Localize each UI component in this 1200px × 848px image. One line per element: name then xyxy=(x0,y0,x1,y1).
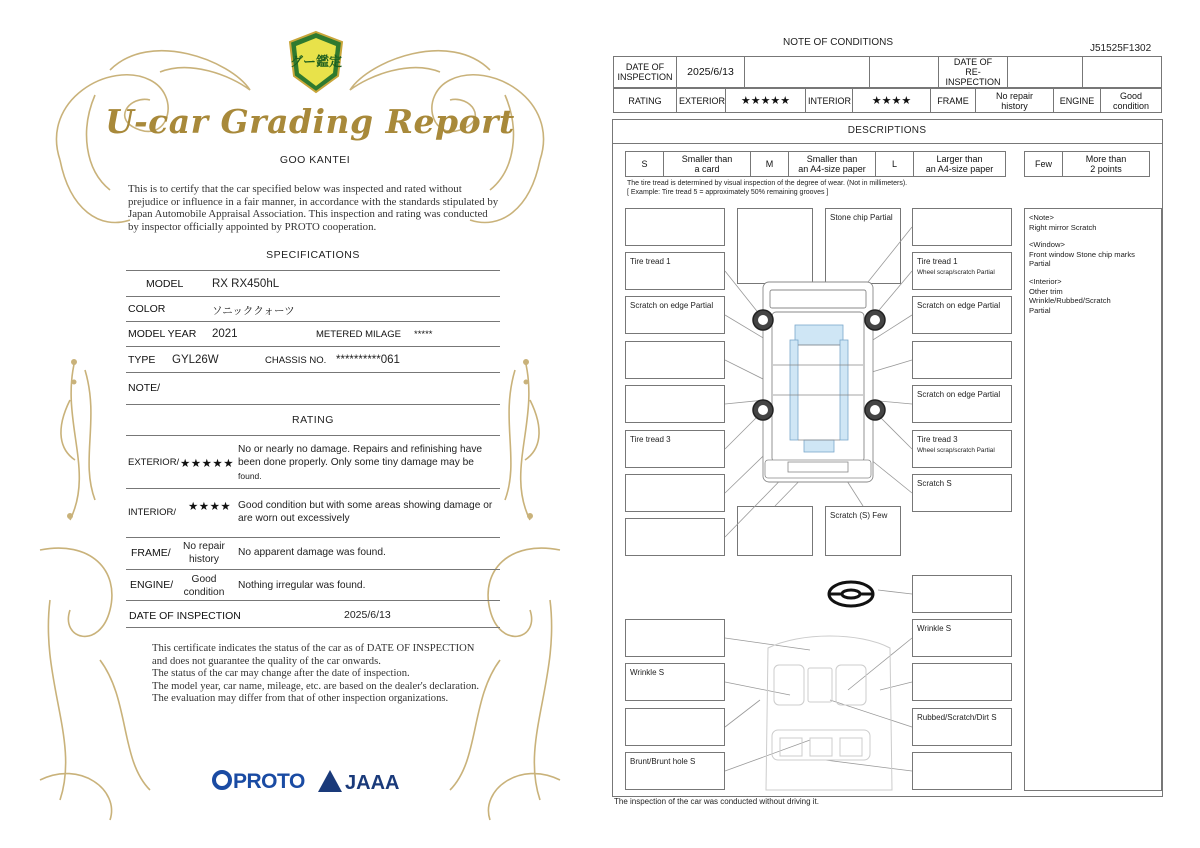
condition-box xyxy=(912,752,1012,790)
proto-q-icon xyxy=(212,770,232,790)
sheet-footer-note: The inspection of the car was conducted without driving it. xyxy=(614,797,819,806)
condition-box xyxy=(625,208,725,246)
condition-box xyxy=(625,708,725,746)
document-id: J51525F1302 xyxy=(1090,43,1152,54)
condition-box xyxy=(737,506,813,556)
divider xyxy=(126,627,500,628)
notes-panel: <Note> Right mirror Scratch <Window> Front window Stone chip marks Partial <Interior> Other trim Wrinkle/Rubbed/Scratch Partial xyxy=(1024,208,1162,791)
divider xyxy=(126,404,500,405)
frame-description: No apparent damage was found. xyxy=(238,547,386,558)
type-label: TYPE xyxy=(128,354,156,366)
note-label: NOTE/ xyxy=(128,382,161,394)
frame-label: FRAME/ xyxy=(131,547,171,559)
condition-box: Tire tread 1 Wheel scrap/scratch Partial xyxy=(912,252,1012,290)
chassis-label: CHASSIS NO. xyxy=(265,355,327,366)
date-of-inspection-value: 2025/6/13 xyxy=(677,57,745,88)
legend-l: L xyxy=(876,152,914,177)
rating-heading: RATING xyxy=(292,414,334,426)
reinspection-label: DATE OF RE-INSPECTION xyxy=(939,57,1008,88)
svg-text:グー鑑定: グー鑑定 xyxy=(289,55,343,70)
divider xyxy=(126,569,500,570)
divider xyxy=(126,600,500,601)
divider xyxy=(126,488,500,489)
condition-box: Scratch S xyxy=(912,474,1012,512)
interior-stars: ★★★★ xyxy=(853,89,931,113)
divider xyxy=(126,537,500,538)
engine-value: Good condition xyxy=(183,574,225,598)
reinspection-value xyxy=(1008,57,1083,88)
report-title: U-car Grading Report xyxy=(105,102,515,141)
certification-statement: This is to certify that the car specified below was inspected and rated without prejudice or influence in a fair manner, in accordance with the standards stipulated by Japan Automobile Appraisal Association. This inspection and rating was conducted by inspector officially appointed by PROTO cooperation. xyxy=(128,183,499,233)
sheet-title: NOTE OF CONDITIONS xyxy=(783,37,893,48)
jaaa-mark-icon xyxy=(318,770,342,792)
interior-label: INTERIOR/ xyxy=(128,507,177,518)
color-value: ソニッククォーツ xyxy=(212,305,295,317)
condition-box: Tire tread 3 xyxy=(625,430,725,468)
engine-label: ENGINE/ xyxy=(130,579,174,591)
condition-box xyxy=(625,341,725,379)
condition-box xyxy=(625,385,725,423)
divider xyxy=(126,435,500,436)
type-value: GYL26W xyxy=(172,354,219,366)
interior-description: Good condition but with some areas showing damage or are worn out excessively xyxy=(238,500,493,524)
condition-box: Scratch on edge Partial xyxy=(912,385,1012,423)
quantity-legend-table xyxy=(1024,151,1150,177)
model-value: RX RX450hL xyxy=(212,278,280,290)
jaaa-logo: JAAA xyxy=(318,770,399,795)
metered-milage-value: ***** xyxy=(414,329,433,340)
report-subtitle: GOO KANTEI xyxy=(279,154,351,166)
divider xyxy=(126,270,500,271)
model-year-label: MODEL YEAR xyxy=(128,328,197,340)
size-legend-table xyxy=(625,151,1006,177)
metered-milage-label: METERED MILAGE xyxy=(316,329,401,340)
date-of-inspection-value: 2025/6/13 xyxy=(344,609,391,621)
engine-value: Good condition xyxy=(1101,89,1162,113)
condition-box xyxy=(912,208,1012,246)
divider xyxy=(126,321,500,322)
condition-box xyxy=(625,518,725,556)
proto-logo: PROTO xyxy=(212,770,305,794)
date-of-inspection-label: DATE OF INSPECTION xyxy=(129,610,241,622)
exterior-description-end: found. xyxy=(238,471,262,481)
condition-box xyxy=(737,208,813,284)
specifications-heading: SPECIFICATIONS xyxy=(266,249,360,261)
condition-box: Scratch (S) Few xyxy=(825,506,901,556)
empty-cell xyxy=(745,57,870,88)
certificate-disclaimer: This certificate indicates the status of the car as of DATE OF INSPECTION and does not guarantee the quality of the car onwards. The status of the car may change after the date of inspection. The model year, car name, mileage, etc. are based on the dealer's declaration. The evaluation may differ from that of other inspection organizations. xyxy=(152,643,480,704)
condition-box: Scratch on edge Partial xyxy=(625,296,725,334)
condition-box xyxy=(625,619,725,657)
divider xyxy=(126,296,500,297)
condition-box xyxy=(625,474,725,512)
exterior-description: No or nearly no damage. Repairs and refinishing have been done properly. Only some tiny damage may be xyxy=(238,444,483,468)
interior-label: INTERIOR xyxy=(806,89,853,113)
condition-box: Tire tread 1 xyxy=(625,252,725,290)
frame-value: No repair history xyxy=(183,541,225,565)
color-label: COLOR xyxy=(128,303,166,315)
legend-more: More than 2 points xyxy=(1063,152,1150,177)
condition-box: Stone chip Partial xyxy=(825,208,901,284)
condition-box: Wrinkle S xyxy=(912,619,1012,657)
condition-box xyxy=(912,575,1012,613)
note-of-conditions-sheet xyxy=(600,0,1200,848)
rating-table xyxy=(613,88,1162,113)
engine-label: ENGINE xyxy=(1054,89,1101,113)
exterior-stars: ★★★★★ xyxy=(726,89,806,113)
condition-box: Scratch on edge Partial xyxy=(912,296,1012,334)
inspection-date-table xyxy=(613,56,1162,88)
engine-description: Nothing irregular was found. xyxy=(238,580,366,591)
descriptions-heading: DESCRIPTIONS xyxy=(847,125,927,136)
model-label: MODEL xyxy=(146,278,184,290)
empty-cell xyxy=(870,57,939,88)
empty-cell xyxy=(1083,57,1162,88)
legend-s-desc: Smaller than a card xyxy=(664,152,751,177)
legend-m: M xyxy=(751,152,789,177)
exterior-label: EXTERIOR xyxy=(677,89,726,113)
model-year-value: 2021 xyxy=(212,328,238,340)
frame-value: No repair history xyxy=(976,89,1054,113)
divider xyxy=(126,372,500,373)
exterior-stars: ★★★★★ xyxy=(180,458,235,470)
condition-box xyxy=(912,663,1012,701)
legend-l-desc: Larger than an A4-size paper xyxy=(914,152,1006,177)
condition-box: Rubbed/Scratch/Dirt S xyxy=(912,708,1012,746)
condition-box: Wrinkle S xyxy=(625,663,725,701)
chassis-value: **********061 xyxy=(336,354,400,366)
date-of-inspection-label: DATE OF INSPECTION xyxy=(614,57,677,88)
condition-box: Brunt/Brunt hole S xyxy=(625,752,725,790)
tire-note: The tire tread is determined by visual inspection of the degree of wear. (Not in millimeters). [ Example: Tire tread 5 = approximately 50% remaining grooves ] xyxy=(627,180,908,196)
exterior-label: EXTERIOR/ xyxy=(128,457,180,468)
divider xyxy=(126,346,500,347)
legend-few: Few xyxy=(1025,152,1063,177)
condition-box xyxy=(912,341,1012,379)
legend-s: S xyxy=(626,152,664,177)
legend-m-desc: Smaller than an A4-size paper xyxy=(789,152,876,177)
goo-kantei-badge-icon xyxy=(286,30,346,94)
frame-label: FRAME xyxy=(931,89,976,113)
interior-stars: ★★★★ xyxy=(188,501,232,513)
condition-box: Tire tread 3 Wheel scrap/scratch Partial xyxy=(912,430,1012,468)
rating-label: RATING xyxy=(614,89,677,113)
